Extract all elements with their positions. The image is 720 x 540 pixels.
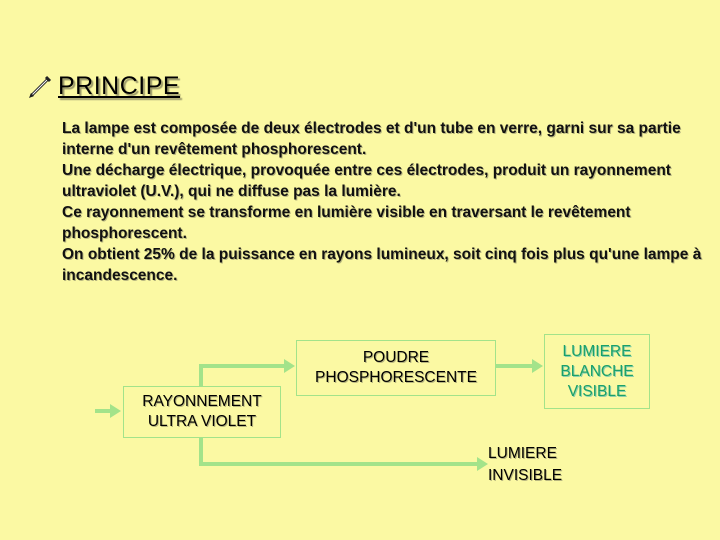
box-label-line: VISIBLE: [567, 382, 627, 400]
box-label-line: RAYONNEMENT: [142, 393, 262, 410]
box-label-line: BLANCHE: [560, 362, 634, 380]
label-line: LUMIERE: [488, 445, 557, 462]
arrowhead: [532, 359, 543, 373]
invisible-light-label: [488, 443, 562, 487]
paragraph: Ce rayonnement se transforme en lumière visible en traversant le revêtement phosphorescent.: [62, 204, 631, 242]
paragraph: La lampe est composée de deux électrodes et d'un tube en verre, garni sur sa partie interne d'un revêtement phosphorescent.: [62, 120, 681, 158]
paragraph: On obtient 25% de la puissance en rayons lumineux, soit cinq fois plus qu'une lampe à incandescence.: [62, 246, 702, 284]
paragraph: Une décharge électrique, provoquée entre ces électrodes, produit un rayonnement ultraviolet (U.V.), qui ne diffuse pas la lumière.: [62, 162, 671, 200]
page-title: PRINCIPE: [58, 72, 181, 100]
box-label-line: LUMIERE: [562, 342, 632, 360]
box-label-line: POUDRE: [362, 349, 430, 366]
arrow-uv-to-invisible: [201, 436, 478, 464]
box-label-line: ULTRA VIOLET: [147, 413, 257, 430]
uv-radiation-box: [123, 386, 281, 438]
box-label-line: PHOSPHORESCENTE: [315, 369, 477, 386]
arrowhead: [477, 457, 488, 471]
phosphor-powder-box: [296, 340, 496, 396]
white-light-box: [544, 334, 650, 409]
arrowhead: [284, 359, 295, 373]
arrow-uv-to-powder: [201, 366, 286, 386]
arrowhead: [110, 404, 121, 418]
label-line: INVISIBLE: [488, 467, 563, 484]
